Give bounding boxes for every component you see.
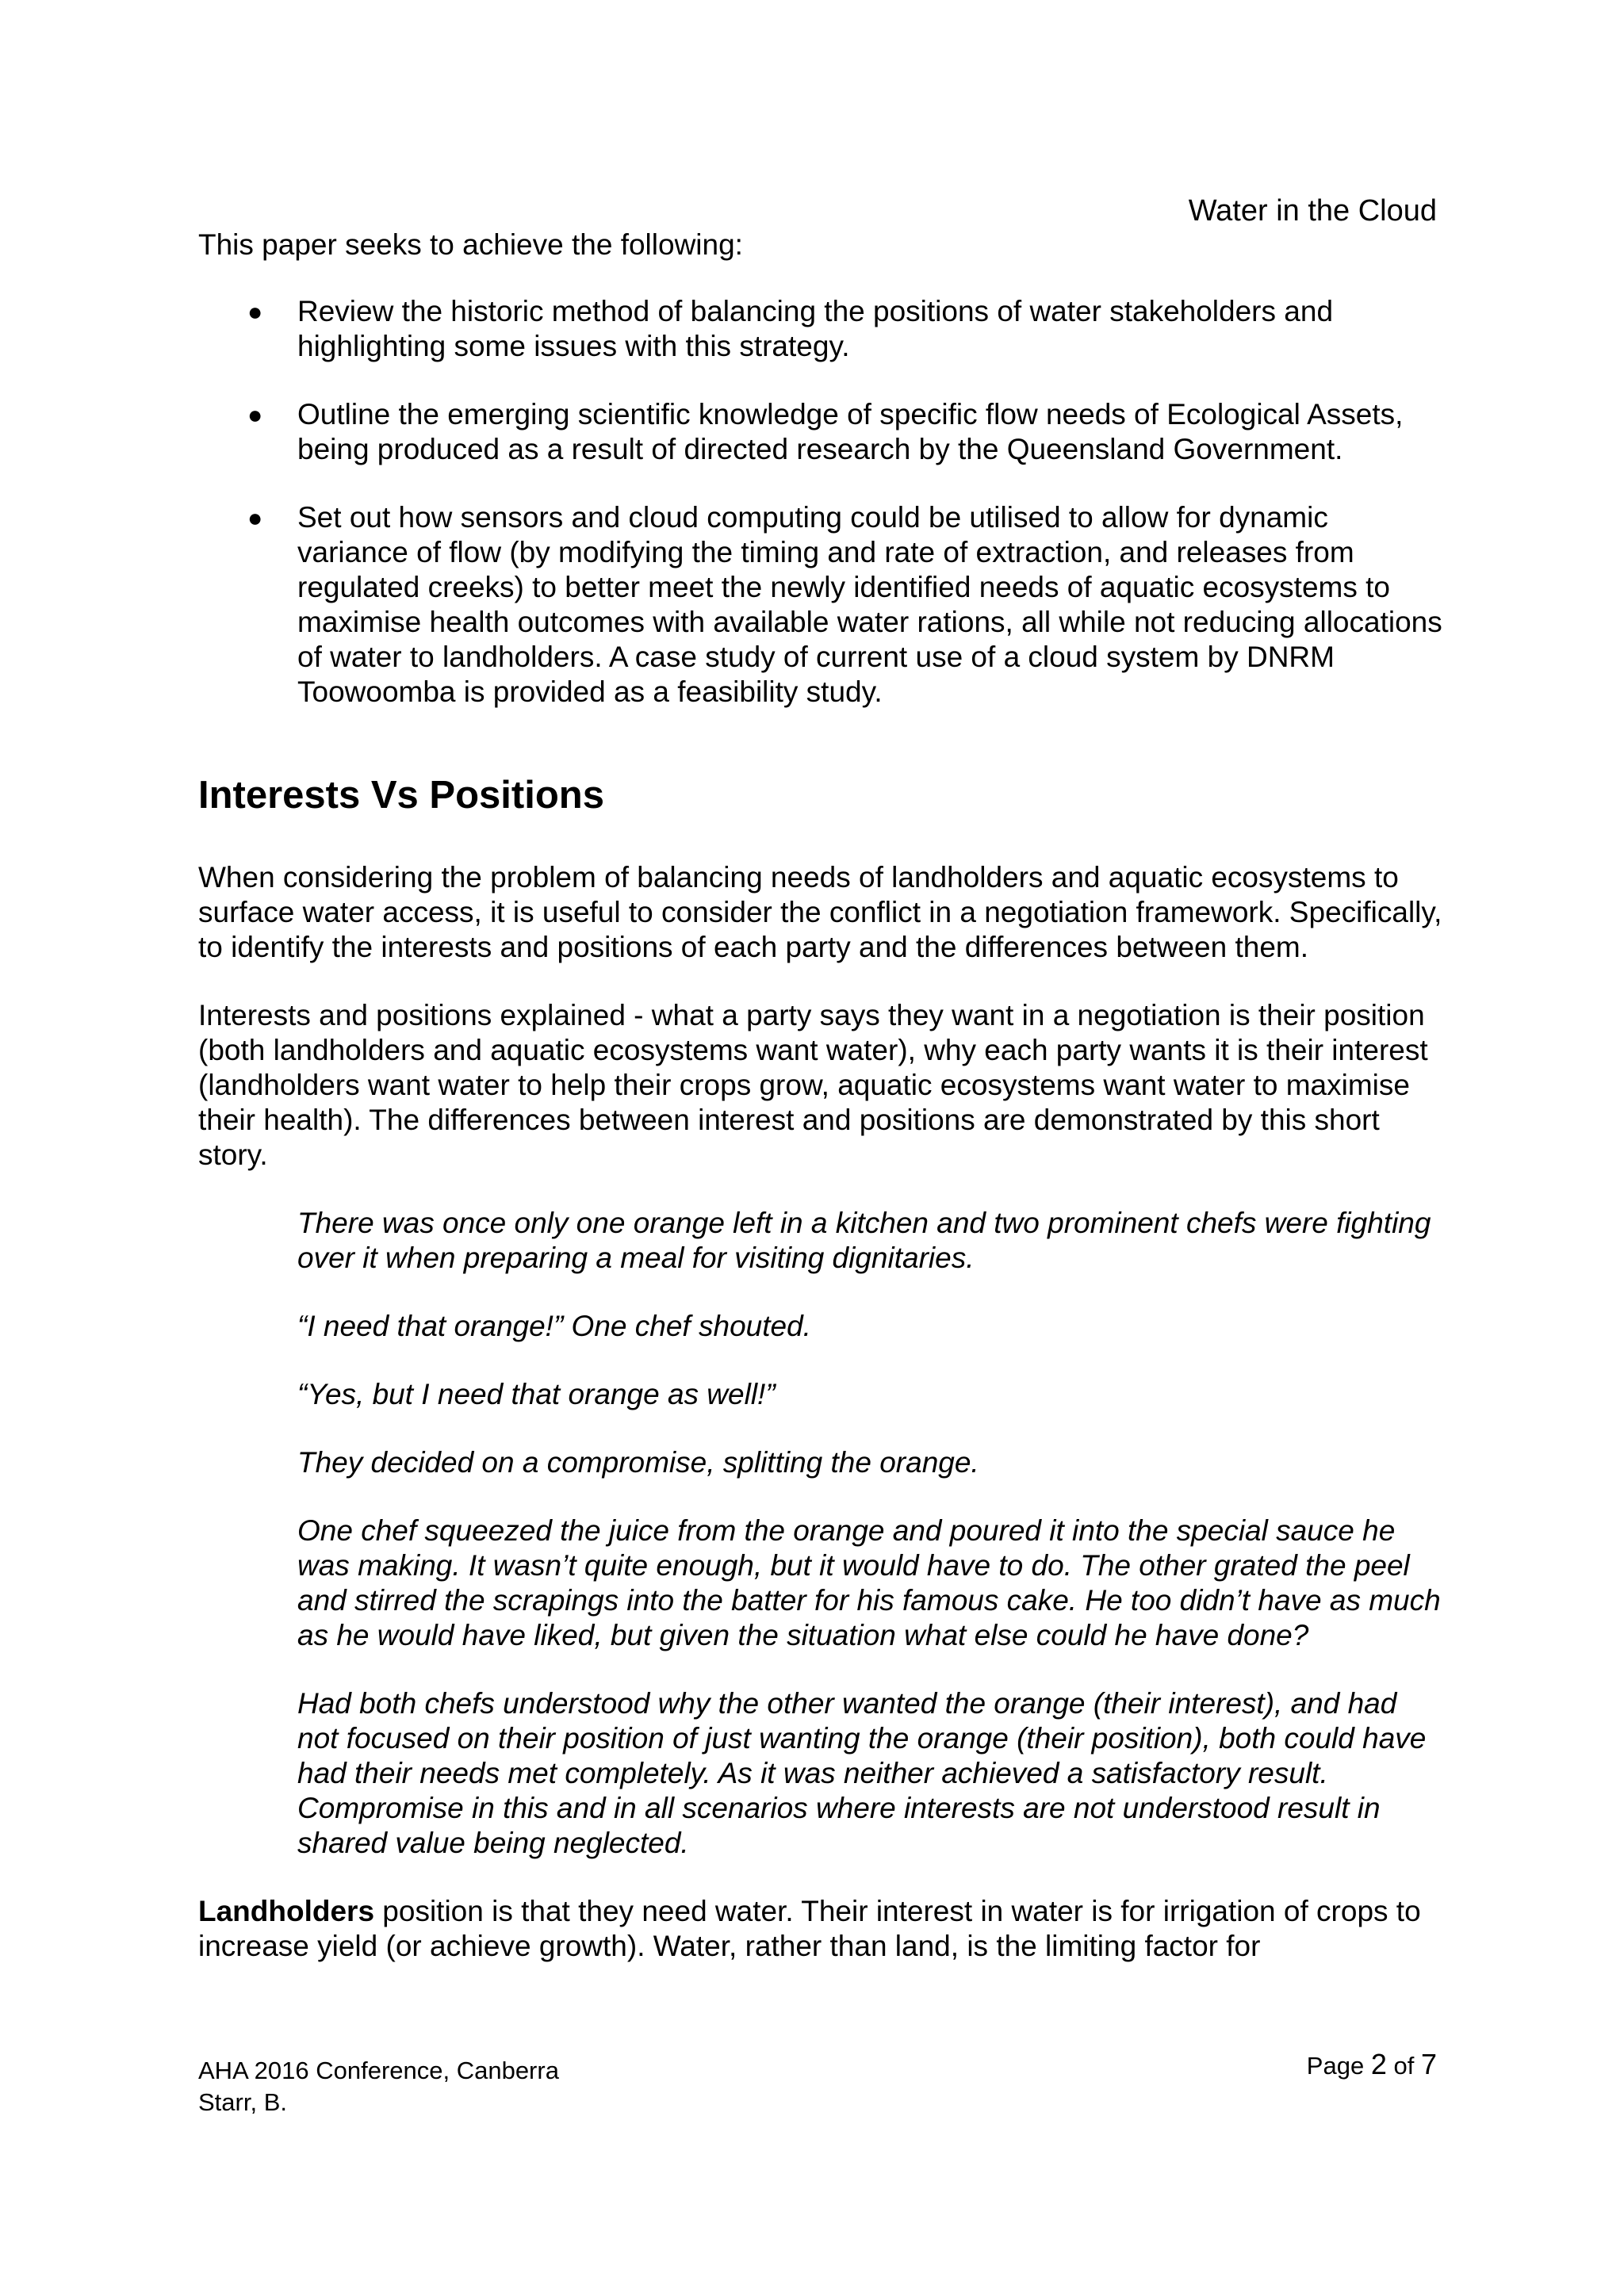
story-paragraph: There was once only one orange left in a kitchen and two prominent chefs were fighting over it when preparing a meal for visiting dignitaries. bbox=[297, 1207, 1431, 1274]
section-heading: Interests Vs Positions bbox=[198, 774, 604, 817]
story-paragraph: “Yes, but I need that orange as well!” bbox=[297, 1378, 776, 1410]
list-item bbox=[198, 397, 1443, 467]
list-item-text: Review the historic method of balancing the positions of water stakeholders and highlighting some issues with this strategy. bbox=[297, 295, 1334, 362]
body-paragraph: When considering the problem of balancing needs of landholders and aquatic ecosystems to surface water access, it is useful to consider the conflict in a negotiation framework. Specifically, to identify the interests and positions of each party and the differences between them. bbox=[198, 861, 1442, 963]
of-word: of bbox=[1393, 2052, 1415, 2080]
body-paragraph: Interests and positions explained - what a party says they want in a negotiation is their position (both landholders and aquatic ecosystems want water), why each party wants it is their interest (landholders want water to help their crops grow, aquatic ecosystems want water to maximise their health). The differences between interest and positions are demonstrated by this short story. bbox=[198, 999, 1428, 1171]
page-word: Page bbox=[1306, 2052, 1365, 2080]
list-item-text: Set out how sensors and cloud computing could be utilised to allow for dynamic variance of flow (by modifying the timing and rate of extraction, and releases from regulated creeks) to better meet the newly identified needs of aquatic ecosystems to maximise health outcomes with available water rations, all while not reducing allocations of water to landholders. A case study of current use of a cloud system by DNRM Toowoomba is provided as a feasibility study. bbox=[297, 501, 1442, 708]
bullet-icon: ● bbox=[247, 400, 263, 429]
page-total: 7 bbox=[1420, 2048, 1437, 2080]
objectives-list bbox=[198, 294, 1443, 710]
story-paragraph: Had both chefs understood why the other wanted the orange (their interest), and had not focused on their position of just wanting the orange (their position), both could have had their needs met completely. As it was neither achieved a satisfactory result. Compromise in this and in all scenarios where interests are not understood result in shared value being neglected. bbox=[297, 1687, 1427, 1859]
list-item bbox=[198, 500, 1443, 710]
page-content bbox=[198, 228, 1443, 1997]
list-item-text: Outline the emerging scientific knowledge of specific flow needs of Ecological Assets, being produced as a result of directed research by the Queensland Government. bbox=[297, 398, 1404, 465]
footer-conference: AHA 2016 Conference, Canberra bbox=[198, 2057, 559, 2084]
footer-author: Starr, B. bbox=[198, 2088, 287, 2116]
running-header: Water in the Cloud bbox=[1188, 194, 1437, 228]
intro-sentence: This paper seeks to achieve the following: bbox=[198, 228, 743, 261]
list-item bbox=[198, 294, 1443, 364]
page-indicator bbox=[1307, 2049, 1437, 2082]
footer-citation bbox=[198, 2055, 559, 2118]
landholders-paragraph bbox=[198, 1894, 1443, 1964]
story-paragraph: They decided on a compromise, splitting the orange. bbox=[297, 1446, 979, 1479]
story-block bbox=[198, 1206, 1443, 1861]
story-paragraph: One chef squeezed the juice from the orange and poured it into the special sauce he was making. It wasn’t quite enough, but it would have to do. The other grated the peel and stirred the scrapings into the batter for his famous cake. He too didn’t have as much as he would have liked, but given the situation what else could he have done? bbox=[297, 1514, 1441, 1651]
story-paragraph: “I need that orange!” One chef shouted. bbox=[297, 1310, 811, 1342]
landholders-term: Landholders bbox=[198, 1895, 375, 1927]
page-number: 2 bbox=[1370, 2048, 1387, 2080]
landholders-text: position is that they need water. Their interest in water is for irrigation of crops to increase yield (or achieve growth). Water, rather than land, is the limiting factor for bbox=[198, 1895, 1421, 1962]
bullet-icon: ● bbox=[247, 503, 263, 532]
bullet-icon: ● bbox=[247, 297, 263, 326]
